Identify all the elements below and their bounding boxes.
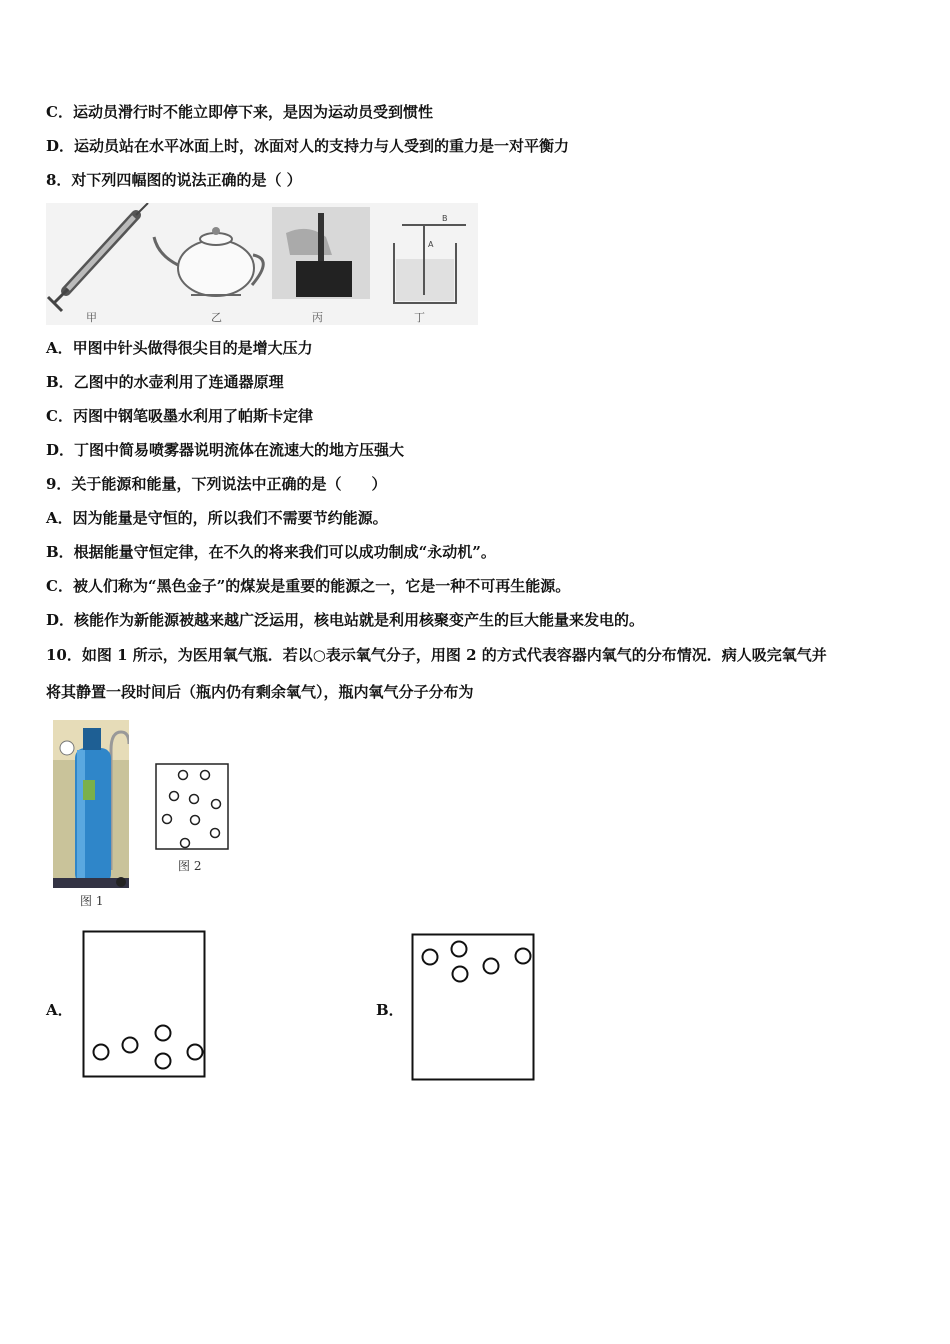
q9-stem: 9．关于能源和能量，下列说法中正确的是（ ） — [46, 475, 387, 493]
fig-label-jia: 甲 — [86, 311, 97, 324]
q10-stem-line2: 将其静置一段时间后（瓶内仍有剩余氧气），瓶内氧气分子分布为 — [46, 683, 474, 701]
q8-option-d: D．丁图中简易喷雾器说明流体在流速大的地方压强大 — [46, 441, 405, 459]
q10-stem-line1: 10．如图 1 所示，为医用氧气瓶．若以○表示氧气分子，用图 2 的方式代表容器内氧气的分布情况．病人吸完氧气并 — [46, 646, 827, 664]
q9-option-c: C．被人们称为“黑色金子”的煤炭是重要的能源之一，它是一种不可再生能源。 — [46, 577, 571, 595]
teapot-illustration — [154, 227, 263, 296]
figure-2-molecule-box — [155, 763, 229, 851]
q10-option-a-box — [82, 930, 206, 1078]
svg-text:A: A — [428, 240, 434, 249]
pen-ink-illustration — [272, 207, 370, 299]
q8-stem: 8．对下列四幅图的说法正确的是（ ） — [46, 171, 302, 189]
figure-2-caption: 图 2 — [178, 859, 202, 873]
fig-label-bing: 丙 — [312, 311, 323, 324]
q8-option-b: B．乙图中的水壶利用了连通器原理 — [46, 373, 284, 391]
q7-option-d: D．运动员站在水平冰面上时，冰面对人的支持力与人受到的重力是一对平衡力 — [46, 137, 570, 155]
q7-option-c: C．运动员滑行时不能立即停下来，是因为运动员受到惯性 — [46, 103, 433, 121]
q9-option-b: B．根据能量守恒定律，在不久的将来我们可以成功制成“永动机”。 — [46, 543, 496, 561]
q8-figure-strip — [46, 203, 478, 325]
oxygen-cylinder-photo — [53, 720, 129, 888]
fig-label-ding: 丁 — [414, 311, 425, 324]
svg-text:B: B — [442, 214, 448, 223]
q10-option-a-label: A． — [46, 1001, 73, 1019]
sprayer-illustration — [394, 214, 466, 303]
q9-option-a: A．因为能量是守恒的，所以我们不需要节约能源。 — [46, 509, 388, 527]
q8-option-a: A．甲图中针头做得很尖目的是增大压力 — [46, 339, 313, 357]
q10-option-b-box — [411, 933, 535, 1081]
q9-option-d: D．核能作为新能源被越来越广泛运用，核电站就是利用核聚变产生的巨大能量来发电的。 — [46, 611, 645, 629]
fig-label-yi: 乙 — [211, 311, 222, 324]
q10-option-b-label: B． — [376, 1001, 404, 1019]
figure-1-caption: 图 1 — [80, 894, 104, 908]
q8-option-c: C．丙图中钢笔吸墨水利用了帕斯卡定律 — [46, 407, 313, 425]
syringe-illustration — [48, 203, 148, 311]
